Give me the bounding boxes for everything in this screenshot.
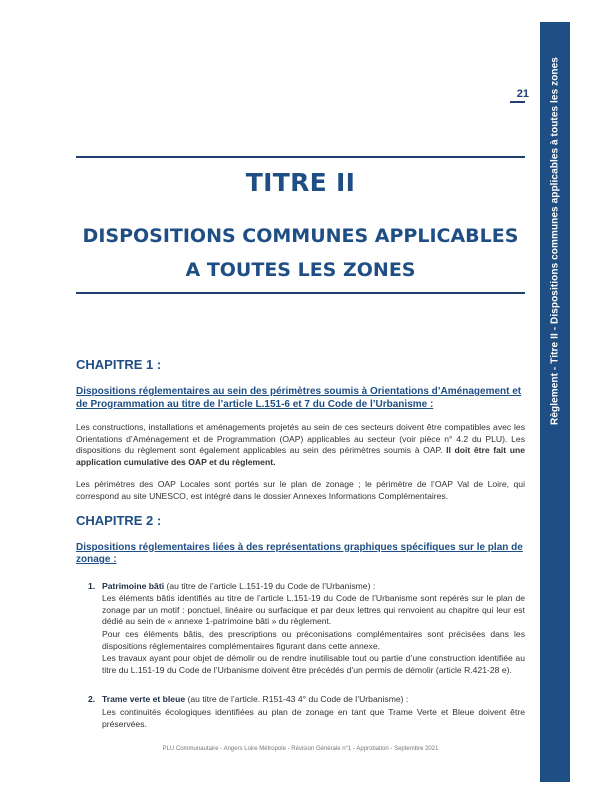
- chapter-2-heading: [76, 542, 525, 567]
- chapter-1-heading-colon: :: [427, 398, 434, 410]
- chapter-2-list: [76, 581, 525, 731]
- chapter-2-heading-text: Dispositions réglementaires liées à des représentations graphiques spécifiques sur le plan de zonage: [76, 541, 523, 566]
- chapter-1-paragraph-1: [76, 422, 525, 468]
- list-item-paragraph: Les travaux ayant pour objet de démolir ou de rendre inutilisable tout ou partie d’une construction identifiée au titre du L.151-19 du Code de l’Urbanisme doivent être précédés d’un permis de démolir (article R.421-28 e).: [102, 653, 525, 675]
- list-item-body: [102, 707, 525, 730]
- list-item: [76, 694, 525, 730]
- sidebar-running-title: Règlement - Titre II - Dispositions communes applicables à toutes les zones: [549, 57, 561, 425]
- title-rule-bottom: [76, 292, 525, 294]
- chapter-1-paragraph-1-text: Les constructions, installations et aménagements projetés au sein de ces secteurs doivent être compatibles avec les Orientations d’Aménagement et de Programmation (OAP) applicables au secteur (voir pièce n° 4.2 du PLU). Les dispositions du règlement sont également applicables au sein des périmètres soumis à OAP.: [76, 422, 525, 456]
- list-item-title: Trame verte et bleue: [102, 694, 186, 705]
- chapter-1-label: CHAPITRE 1 :: [76, 357, 162, 372]
- page-title: TITRE II: [245, 168, 356, 197]
- list-item-title: Patrimoine bâti: [102, 580, 165, 591]
- list-item-number: 2.: [88, 694, 96, 705]
- list-item-reference: (au titre de l’article. R151-43 4° du Code de l’Urbanisme) :: [185, 694, 409, 705]
- list-item-number: 1.: [88, 580, 96, 591]
- page-subtitle: [76, 219, 525, 287]
- list-item-body: [102, 593, 525, 676]
- list-item-paragraph: Pour ces éléments bâtis, des prescriptions ou préconisations complémentaires sont précisées dans les dispositions réglementaires complémentaires figurant dans cette annexe.: [102, 628, 525, 651]
- list-item-paragraph: Les continuités écologiques identifiées au plan de zonage en tant que Trame Verte et Bleue doivent être préservées.: [102, 706, 525, 729]
- subtitle-line-2: A TOUTES LES ZONES: [185, 259, 416, 281]
- chapter-1-heading-text: Dispositions réglementaires au sein des périmètres soumis à Orientations d’Aménagement et de Programmation au titre de l’article L.151-6 et 7 du Code de l’Urbanisme: [76, 386, 522, 410]
- chapter-1-paragraph-2: Les périmètres des OAP Locales sont portés sur le plan de zonage ; le périmètre de l’OAP Val de Loire, qui correspond au site UNESCO, est intégré dans le dossier Annexes Informations Complémentaires.: [76, 479, 525, 501]
- chapter-2-label: CHAPITRE 2 :: [76, 512, 162, 528]
- subtitle-line-1: DISPOSITIONS COMMUNES APPLICABLES: [82, 225, 519, 247]
- page-number: 21: [516, 88, 529, 100]
- chapter-1-heading: [76, 386, 525, 411]
- page-number-rule: [510, 101, 525, 103]
- chapter-1-paragraph-1-emphasis: Il doit être fait une application cumulative des OAP et du règlement.: [76, 445, 525, 467]
- list-item-reference: (au titre de l’article L.151-19 du Code de l’Urbanisme) :: [164, 580, 376, 591]
- list-item: [76, 581, 525, 677]
- main-content: [76, 357, 525, 742]
- chapter-2-heading-colon: :: [110, 554, 117, 566]
- list-item-paragraph: Les éléments bâtis identifiés au titre de l’article L.151-19 du Code de l’Urbanisme sont repérés sur le plan de zonage par un motif : ponctuel, linéaire ou surfacique et par deux lettres qui renvoient au chapitre qui leur est dédié au sein de « annexe 1-patrimoine bâti » du règlement.: [102, 593, 525, 627]
- page-footer: PLU Communautaire - Angers Loire Métropole - Révision Générale n°1 - Approbation - Septembre 2021: [162, 746, 439, 752]
- title-rule-top: [76, 156, 525, 158]
